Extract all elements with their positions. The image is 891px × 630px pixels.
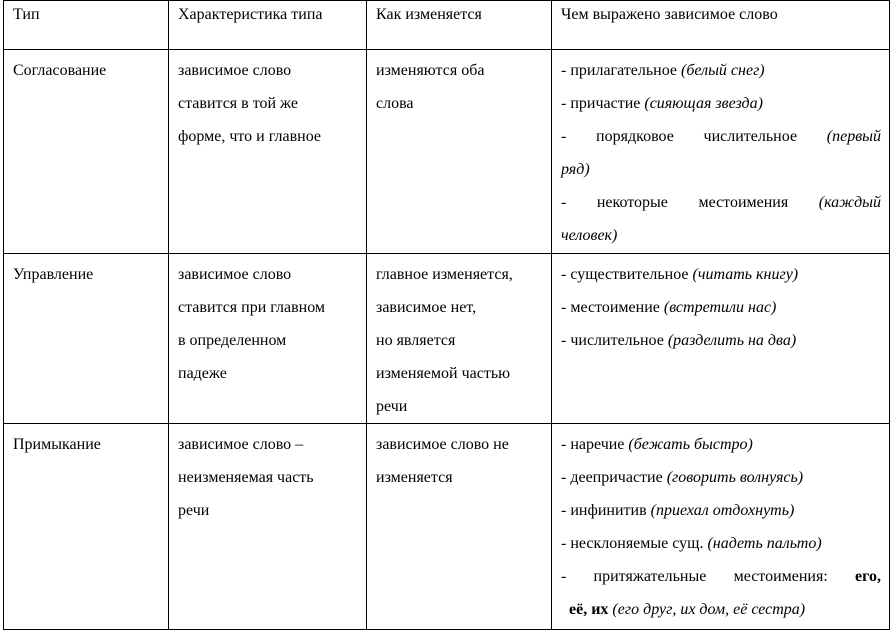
expressed-by-cell xyxy=(552,254,890,424)
characteristic-cell xyxy=(169,254,367,424)
list-item-continuation: человек) xyxy=(561,227,618,244)
how-changes-cell xyxy=(367,254,552,424)
list-item: - наречие (бежать быстро) xyxy=(561,436,753,453)
how-changes-line: изменяется xyxy=(376,469,453,486)
type-cell: Примыкание xyxy=(4,424,169,630)
how-changes-cell xyxy=(367,424,552,630)
table-row-agreement xyxy=(4,50,890,254)
list-item: - инфинитив (приехал отдохнуть) xyxy=(561,502,795,519)
how-changes-line: зависимое нет, xyxy=(376,299,477,316)
list-item: - прилагательное (белый снег) xyxy=(561,62,765,79)
how-changes-line: изменяемой частью xyxy=(376,365,511,382)
list-item: - деепричастие (говорить волнуясь) xyxy=(561,469,804,486)
how-changes-line: слова xyxy=(376,95,414,112)
characteristic-line: ставится в той же xyxy=(178,95,298,112)
type-cell: Согласование xyxy=(4,50,169,254)
list-item: - несклоняемые сущ. (надеть пальто) xyxy=(561,535,822,552)
how-changes-line: речи xyxy=(376,398,408,415)
characteristic-line: форме, что и главное xyxy=(178,128,321,145)
how-changes-line: главное изменяется, xyxy=(376,266,513,283)
characteristic-line: неизменяемая часть xyxy=(178,469,314,486)
characteristic-line: зависимое слово xyxy=(178,62,292,79)
characteristic-line: ставится при главном xyxy=(178,299,326,316)
header-how-changes: Как изменяется xyxy=(367,1,552,50)
table-row-adjunction xyxy=(4,424,890,630)
list-item: - некоторые местоимения (каждый xyxy=(561,194,881,211)
header-type: Тип xyxy=(4,1,169,50)
list-item: - порядковое числительное (первый xyxy=(561,128,881,145)
type-cell: Управление xyxy=(4,254,169,424)
expressed-by-cell xyxy=(552,424,890,630)
how-changes-line: изменяются оба xyxy=(376,62,485,79)
list-item: - причастие (сияющая звезда) xyxy=(561,95,763,112)
header-row xyxy=(4,1,890,50)
list-item: - притяжательные местоимения: его, xyxy=(561,568,881,585)
list-item: - числительное (разделить на два) xyxy=(561,332,797,349)
how-changes-line: но является xyxy=(376,332,456,349)
characteristic-line: в определенном xyxy=(178,332,287,349)
characteristic-cell xyxy=(169,50,367,254)
how-changes-cell xyxy=(367,50,552,254)
syntax-link-types-table xyxy=(3,0,890,630)
table-row-government xyxy=(4,254,890,424)
characteristic-line: зависимое слово – xyxy=(178,436,304,453)
how-changes-line: зависимое слово не xyxy=(376,436,509,453)
header-expressed-by: Чем выражено зависимое слово xyxy=(552,1,890,50)
characteristic-line: речи xyxy=(178,502,210,519)
list-item: - существительное (читать книгу) xyxy=(561,266,799,283)
list-item: - местоимение (встретили нас) xyxy=(561,299,777,316)
list-item-continuation: ряд) xyxy=(561,161,590,178)
characteristic-cell xyxy=(169,424,367,630)
characteristic-line: зависимое слово xyxy=(178,266,292,283)
list-item-continuation: её, их (его друг, их дом, её сестра) xyxy=(569,601,806,618)
expressed-by-cell xyxy=(552,50,890,254)
header-characteristic: Характеристика типа xyxy=(169,1,367,50)
characteristic-line: падеже xyxy=(178,365,227,382)
